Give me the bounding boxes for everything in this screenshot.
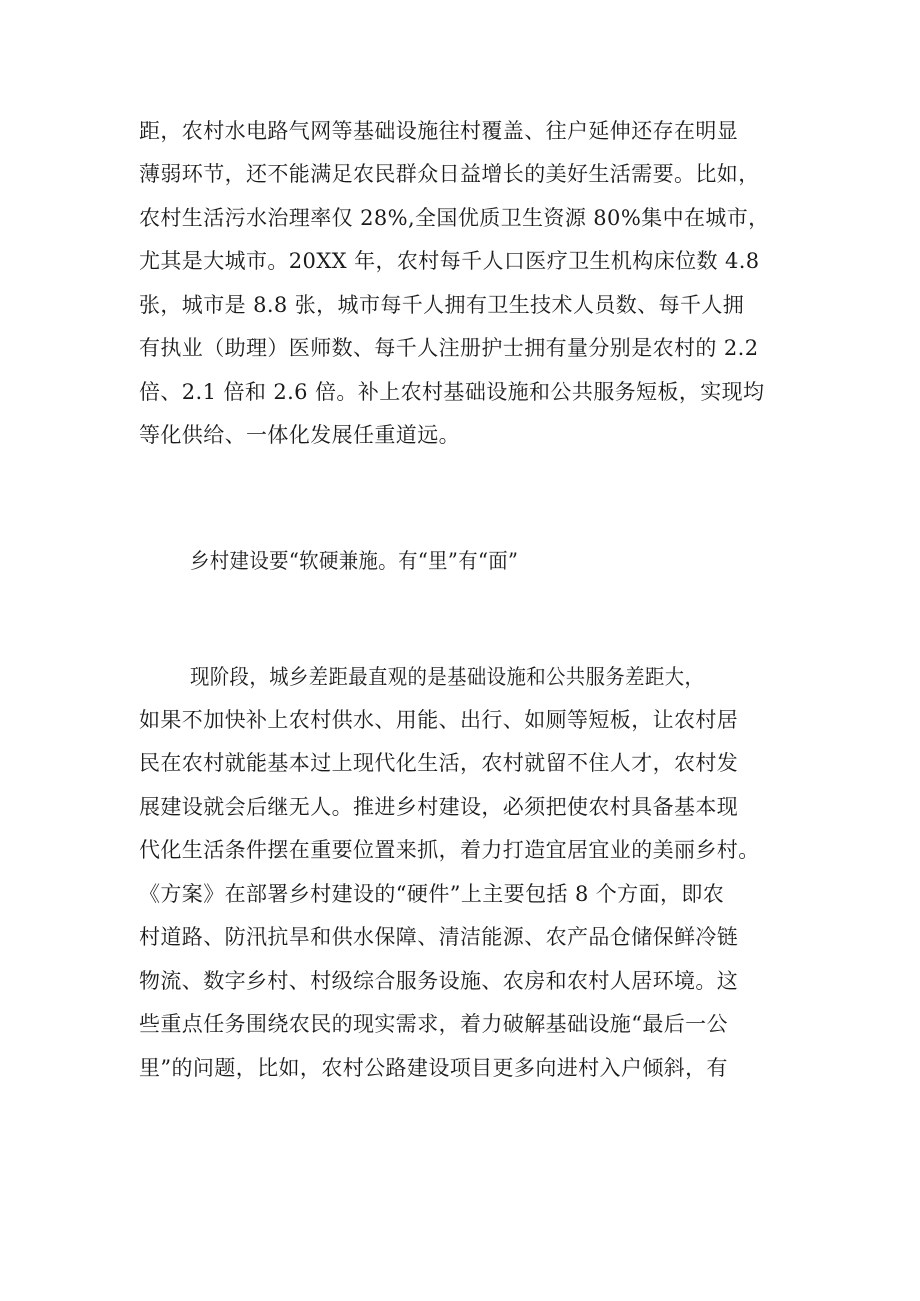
paragraph2-line: 《方案》在部署乡村建设的“硬件”上主要包括 8 个方面，即农 <box>139 882 725 906</box>
paragraph2-line: 物流、数字乡村、村级综合服务设施、农房和农村人居环境。这 <box>139 969 739 993</box>
paragraph2-line: 里”的问题，比如，农村公路建设项目更多向进村入户倾斜，有 <box>139 1056 728 1080</box>
paragraph1-line: 尤其是大城市。20XX 年，农村每千人口医疗卫生机构床位数 4.8 <box>139 249 760 273</box>
paragraph2-line: 些重点任务围绕农民的现实需求，着力破解基础设施“最后一公 <box>139 1012 728 1036</box>
paragraph1-line: 有执业（助理）医师数、每千人注册护士拥有量分别是农村的 2.2 <box>139 336 759 360</box>
paragraph2-line: 如果不加快补上农村供水、用能、出行、如厕等短板，让农村居 <box>139 708 739 732</box>
paragraph2-line: 村道路、防汛抗旱和供水保障、清洁能源、农产品仓储保鲜冷链 <box>139 925 739 949</box>
paragraph1-line: 倍、2.1 倍和 2.6 倍。补上农村基础设施和公共服务短板，实现均 <box>139 380 765 404</box>
paragraph2-line: 现阶段，城乡差距最直观的是基础设施和公共服务差距大， <box>190 665 705 689</box>
paragraph2-line: 民在农村就能基本过上现代化生活，农村就留不住人才，农村发 <box>139 751 739 775</box>
section-heading: 乡村建设要“软硬兼施。有“里”有“面” <box>190 549 519 573</box>
paragraph2-line: 展建设就会后继无人。推进乡村建设，必须把使农村具备基本现 <box>139 795 739 819</box>
paragraph1-line: 农村生活污水治理率仅 28%,全国优质卫生资源 80%集中在城市， <box>139 206 770 230</box>
paragraph1-line: 张，城市是 8.8 张，城市每千人拥有卫生技术人员数、每千人拥 <box>139 293 745 317</box>
paragraph1-line: 薄弱环节，还不能满足农民群众日益增长的美好生活需要。比如， <box>139 162 760 186</box>
paragraph2-line: 代化生活条件摆在重要位置来抓，着力打造宜居宜业的美丽乡村。 <box>139 838 760 862</box>
paragraph1-line: 距，农村水电路气网等基础设施往村覆盖、往户延伸还存在明显 <box>139 119 739 143</box>
paragraph1-line: 等化供给、一体化发展任重道远。 <box>139 423 460 447</box>
